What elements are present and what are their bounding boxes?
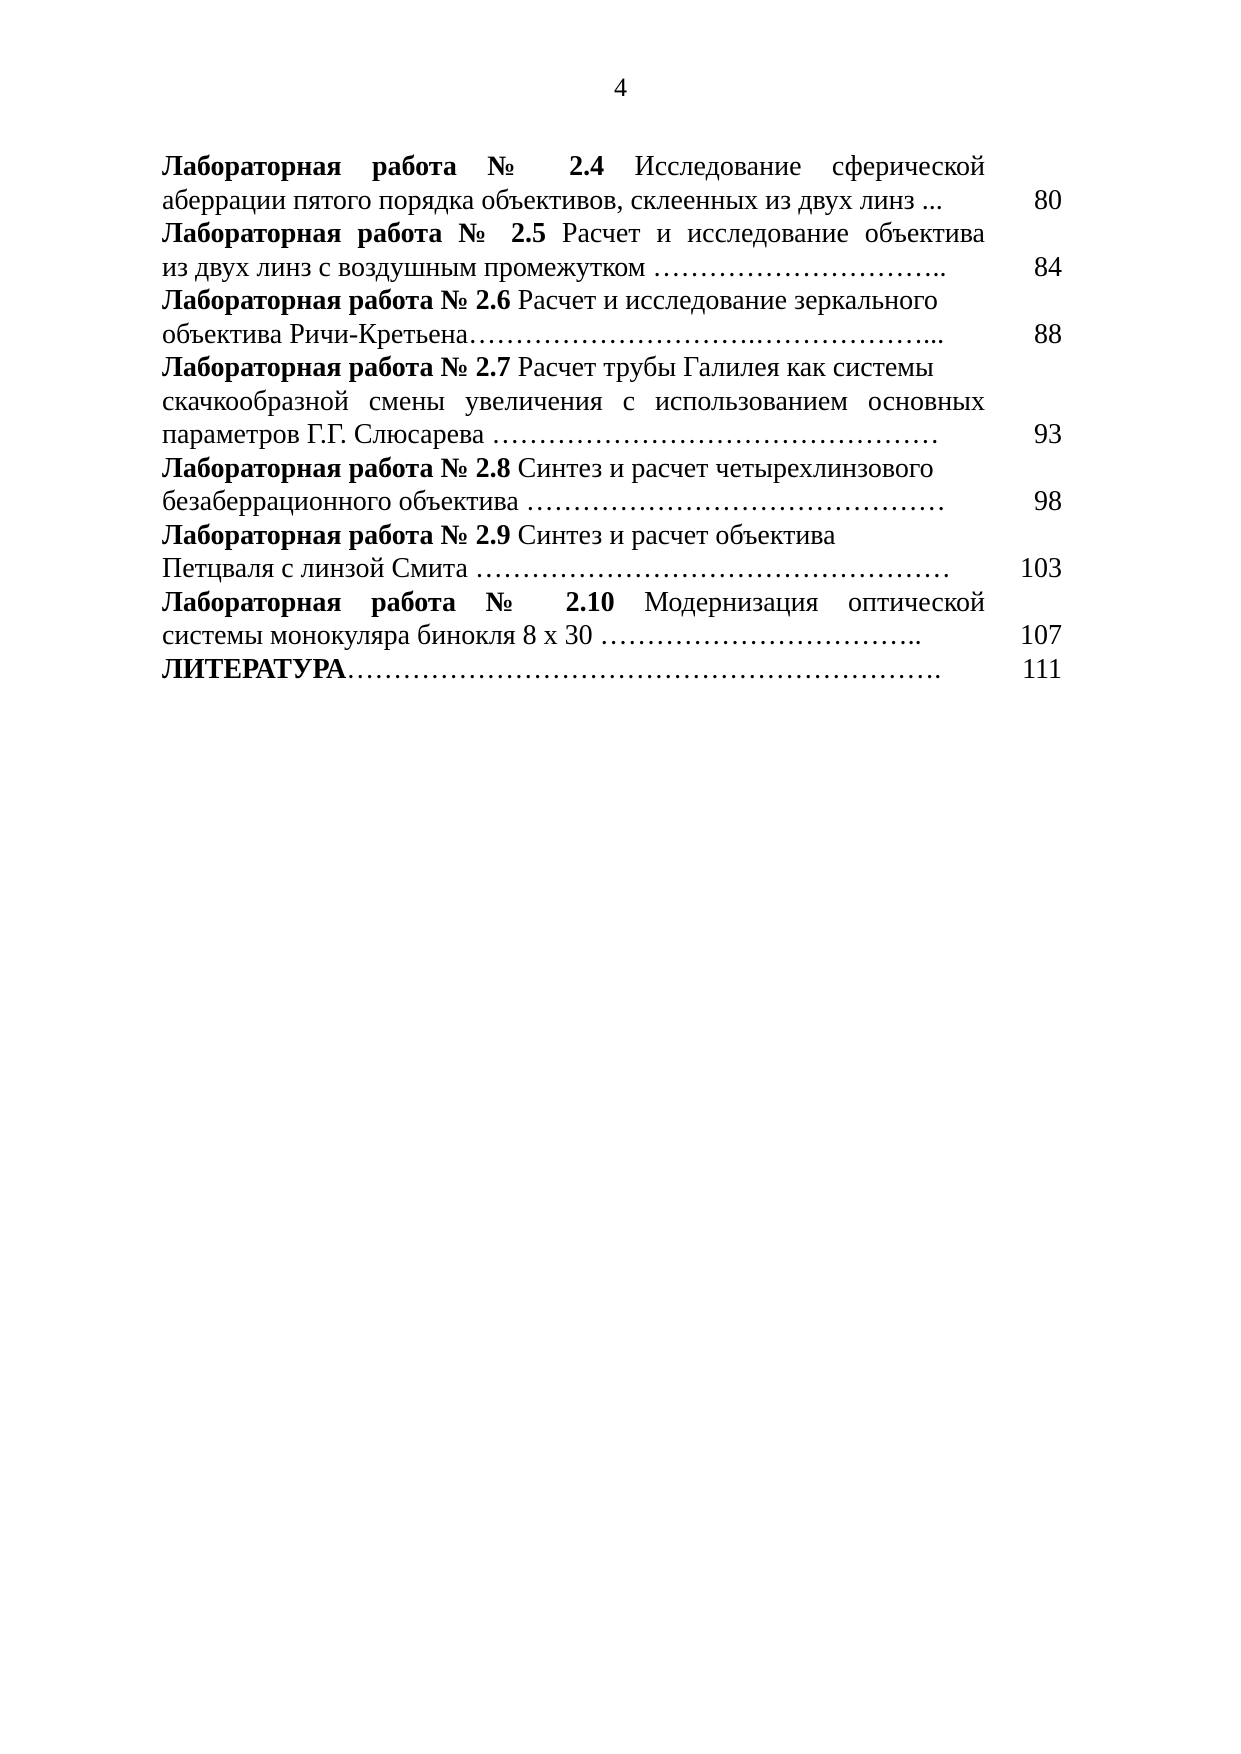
toc-line: [162, 552, 1062, 586]
page-number: 4: [614, 73, 627, 102]
toc-entry-label: Лабораторная работа № 2.8: [162, 452, 511, 484]
toc-line: [162, 653, 1062, 687]
toc-entry-label: Лабораторная работа № 2.6: [162, 285, 511, 316]
toc-page-number: 93: [1034, 419, 1062, 450]
toc-entry-title: Расчет и исследование зеркального: [510, 285, 938, 316]
toc-line: [162, 217, 1062, 251]
toc-page-number: 111: [1022, 653, 1062, 685]
toc-page-number: 107: [1020, 620, 1062, 651]
toc-entry-title: Синтез и расчет четырехлинзового: [510, 452, 934, 484]
toc-line-text: [162, 418, 985, 452]
toc-entry-title: Модернизация оптической: [614, 586, 985, 618]
toc-line-text: [162, 318, 985, 352]
toc-line-text: [162, 586, 985, 620]
table-of-contents: [162, 150, 1062, 686]
toc-page-number: 88: [1034, 318, 1062, 350]
toc-entry-title: безаберрационного объектива ………………………………………: [162, 486, 946, 517]
toc-entry-label: ЛИТЕРАТУРА: [162, 653, 347, 685]
toc-entry: [162, 519, 1062, 586]
toc-page-number: 80: [1034, 184, 1062, 216]
toc-line: [162, 284, 1062, 318]
toc-entry-label: Лабораторная работа № 2.5: [162, 218, 547, 249]
toc-line-text: [162, 217, 985, 251]
toc-line: [162, 418, 1062, 452]
toc-line: [162, 150, 1062, 184]
toc-line-text: [162, 251, 985, 285]
toc-line-text: [162, 385, 985, 419]
toc-entry-label: Лабораторная работа № 2.4: [162, 151, 605, 182]
toc-entry: [162, 284, 1062, 351]
toc-entry: [162, 653, 1062, 687]
toc-line-text: [162, 552, 985, 586]
toc-entry: [162, 217, 1062, 284]
toc-entry-title: Петцваля с линзой Смита ……………………………………………: [162, 553, 951, 584]
toc-entry-title: Синтез и расчет объектива: [510, 519, 836, 551]
toc-entry: [162, 452, 1062, 519]
toc-entry: [162, 150, 1062, 217]
toc-page-number: 84: [1034, 251, 1062, 283]
toc-entry-title: системы монокуляра бинокля 8 х 30 ……………………………..: [162, 620, 922, 651]
toc-line-text: [162, 653, 985, 687]
toc-entry-label: Лабораторная работа № 2.9: [162, 519, 511, 551]
toc-line: [162, 519, 1062, 553]
toc-line: [162, 385, 1062, 419]
toc-line: [162, 485, 1062, 519]
toc-entry-title: из двух линз с воздушным промежутком …………………………..: [162, 251, 947, 283]
toc-entry: [162, 586, 1062, 653]
toc-line-text: [162, 351, 985, 385]
toc-line: [162, 184, 1062, 218]
toc-page-number: 98: [1034, 486, 1062, 517]
toc-page-number: 103: [1020, 553, 1062, 584]
toc-entry-title: аберрации пятого порядка объективов, склеенных из двух линз ...: [162, 184, 943, 216]
toc-line: [162, 251, 1062, 285]
toc-entry-title: Расчет и исследование объектива: [546, 218, 985, 249]
toc-line-text: [162, 619, 985, 653]
toc-line-text: [162, 452, 985, 486]
toc-line-text: [162, 184, 985, 218]
toc-entry-title: Исследование сферической: [604, 151, 985, 182]
toc-line-text: [162, 485, 985, 519]
toc-entry-title: параметров Г.Г. Слюсарева …………………………………………: [162, 419, 940, 450]
toc-entry-label: Лабораторная работа № 2.10: [162, 586, 615, 618]
toc-entry: [162, 351, 1062, 452]
toc-line-text: [162, 519, 985, 553]
toc-line: [162, 318, 1062, 352]
toc-line-text: [162, 284, 985, 318]
toc-line: [162, 586, 1062, 620]
toc-line: [162, 351, 1062, 385]
toc-line: [162, 452, 1062, 486]
toc-line-text: [162, 150, 985, 184]
toc-entry-title: объектива Ричи-Кретьена………………………….………………...: [162, 318, 945, 350]
toc-entry-title: Расчет трубы Галилея как системы: [510, 352, 934, 383]
toc-line: [162, 619, 1062, 653]
toc-entry-title: ……………………………………………………….: [346, 653, 942, 685]
toc-entry-label: Лабораторная работа № 2.7: [162, 352, 511, 383]
toc-entry-title: скачкообразной смены увеличения с использованием основных: [162, 385, 985, 417]
